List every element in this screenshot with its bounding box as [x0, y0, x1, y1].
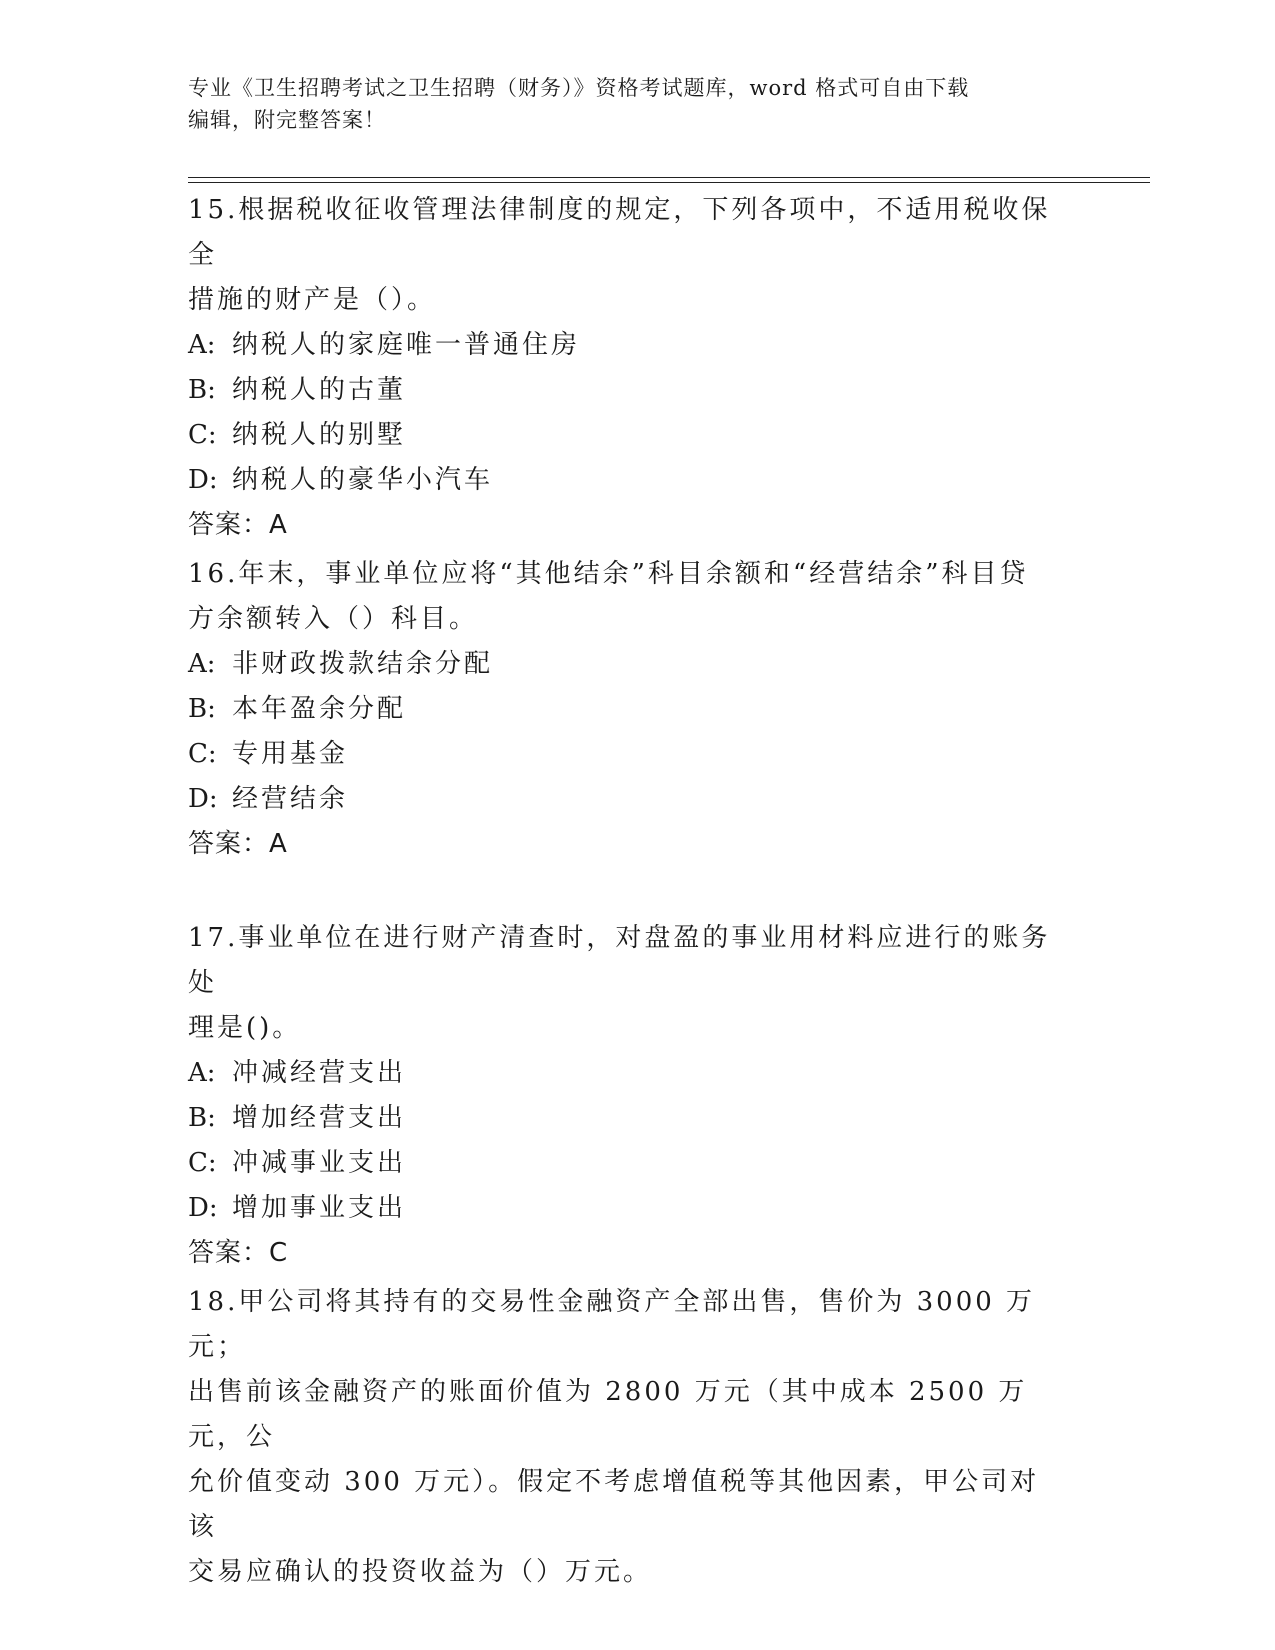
- header-divider-bottom: [188, 182, 1150, 183]
- question-stem-line: 出售前该金融资产的账面价值为 2800 万元（其中成本 2500 万元，公: [188, 1377, 1028, 1452]
- option-text: 非财政拨款结余分配: [232, 649, 494, 679]
- option-c: [188, 732, 1068, 777]
- option-key: C:: [188, 739, 217, 769]
- option-c: [188, 413, 1068, 458]
- question-stem-line: 理是()。: [188, 1013, 302, 1043]
- option-a: [188, 323, 1068, 368]
- option-key: B:: [188, 694, 216, 724]
- option-key: D:: [188, 465, 218, 495]
- question-17: [188, 916, 1068, 1276]
- option-key: C:: [188, 420, 217, 450]
- document-header: [188, 72, 1068, 136]
- option-key: A:: [188, 649, 216, 679]
- answer-line: 答案：C: [188, 1238, 289, 1268]
- option-d: [188, 777, 1068, 822]
- option-key: B:: [188, 375, 216, 405]
- question-16: [188, 552, 1068, 867]
- question-stem-line: 17.事业单位在进行财产清查时，对盘盈的事业用材料应进行的账务处: [188, 923, 1051, 998]
- option-key: D:: [188, 1193, 218, 1223]
- option-text: 专用基金: [232, 739, 349, 769]
- option-key: A:: [188, 330, 216, 360]
- question-stem-line: 15.根据税收征收管理法律制度的规定，下列各项中，不适用税收保全: [188, 195, 1051, 270]
- header-line-2: 编辑，附完整答案！: [188, 108, 386, 132]
- question-15: [188, 188, 1068, 548]
- option-d: [188, 1186, 1068, 1231]
- option-text: 本年盈余分配: [232, 694, 407, 724]
- question-stem-line: 16.年末，事业单位应将“其他结余”科目余额和“经营结余”科目贷: [188, 559, 1029, 589]
- option-b: [188, 687, 1068, 732]
- option-text: 纳税人的家庭唯一普通住房: [232, 330, 581, 360]
- option-b: [188, 1096, 1068, 1141]
- question-stem-line: 交易应确认的投资收益为（）万元。: [188, 1557, 653, 1587]
- option-d: [188, 458, 1068, 503]
- question-18: [188, 1280, 1068, 1595]
- option-text: 增加事业支出: [232, 1193, 407, 1223]
- option-text: 经营结余: [232, 784, 349, 814]
- answer-line: 答案：A: [188, 829, 288, 859]
- option-key: A:: [188, 1058, 216, 1088]
- option-key: C:: [188, 1148, 217, 1178]
- option-b: [188, 368, 1068, 413]
- question-stem-line: 允价值变动 300 万元）。假定不考虑增值税等其他因素，甲公司对该: [188, 1467, 1040, 1542]
- header-divider-top: [188, 177, 1150, 178]
- question-stem-line: 18.甲公司将其持有的交易性金融资产全部出售，售价为 3000 万元；: [188, 1287, 1036, 1362]
- option-key: D:: [188, 784, 218, 814]
- option-text: 冲减经营支出: [232, 1058, 407, 1088]
- answer-line: 答案：A: [188, 510, 288, 540]
- option-text: 纳税人的豪华小汽车: [232, 465, 494, 495]
- option-text: 冲减事业支出: [232, 1148, 407, 1178]
- header-line-1: 专业《卫生招聘考试之卫生招聘（财务）》资格考试题库，word 格式可自由下载: [188, 76, 970, 100]
- option-text: 增加经营支出: [232, 1103, 407, 1133]
- question-stem-line: 方余额转入（）科目。: [188, 604, 479, 634]
- option-a: [188, 642, 1068, 687]
- option-c: [188, 1141, 1068, 1186]
- option-a: [188, 1051, 1068, 1096]
- option-text: 纳税人的古董: [232, 375, 407, 405]
- question-stem-line: 措施的财产是（）。: [188, 285, 437, 315]
- option-text: 纳税人的别墅: [232, 420, 407, 450]
- option-key: B:: [188, 1103, 216, 1133]
